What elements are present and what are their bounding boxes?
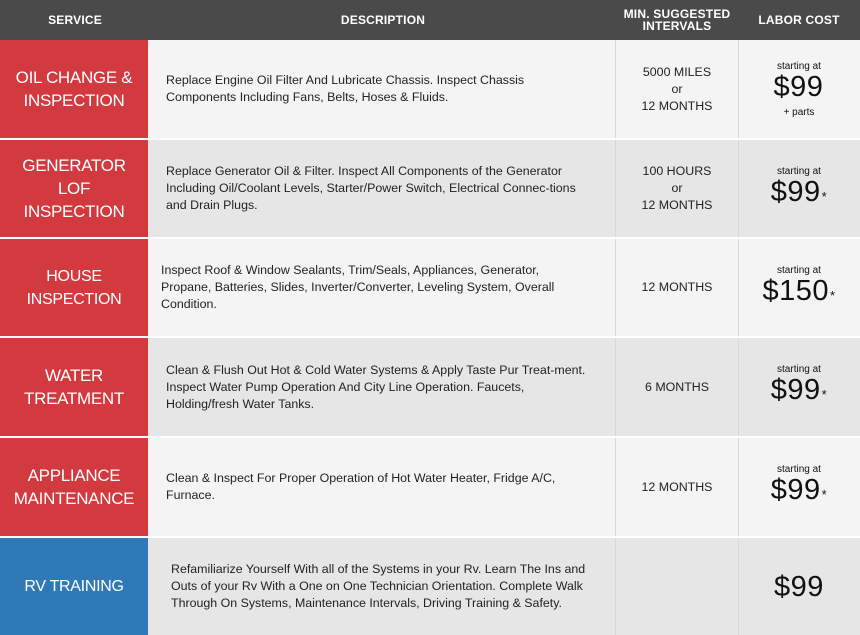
labor-cost (738, 538, 860, 635)
header-labor-cost: LABOR COST (758, 13, 840, 27)
service-name: WATER TREATMENT (0, 338, 148, 436)
starting-at-label: starting at (777, 364, 821, 375)
service-name: APPLIANCE MAINTENANCE (0, 438, 148, 536)
labor-cost (738, 338, 860, 436)
parts-note: + parts (783, 106, 815, 118)
price-value: $99* (770, 474, 828, 506)
service-interval: 100 HOURS or 12 MONTHS (616, 140, 739, 237)
starting-at-label: starting at (777, 464, 821, 475)
header-intervals-line2: INTERVALS (642, 19, 712, 33)
service-name: OIL CHANGE & INSPECTION (0, 40, 148, 138)
header-intervals-line1: MIN. SUGGESTED (623, 7, 731, 21)
service-interval: 12 MONTHS (616, 438, 739, 536)
table-row (0, 239, 860, 338)
price-value: $99 (773, 70, 824, 103)
header-description: DESCRIPTION (340, 13, 426, 27)
table-row (0, 40, 860, 140)
table-row (0, 438, 860, 538)
table-row (0, 538, 860, 635)
service-interval: 5000 MILES or 12 MONTHS (616, 40, 739, 138)
price-value: $99* (770, 175, 828, 208)
starting-at-label: starting at (777, 264, 821, 276)
table-header (0, 0, 860, 40)
service-description: Replace Generator Oil & Filter. Inspect All Components of the Generator Including Oil/Coolant Levels, Starter/Power Switch, Electrical Connec-tions and Drain Plugs. (150, 140, 616, 237)
service-interval (616, 538, 739, 635)
service-interval: 12 MONTHS (616, 239, 739, 336)
service-name: RV TRAINING (0, 538, 148, 635)
table-row (0, 338, 860, 438)
service-interval: 6 MONTHS (616, 338, 739, 436)
labor-cost (738, 239, 860, 336)
starting-at-label: starting at (777, 60, 821, 72)
header-intervals (616, 0, 738, 40)
price-value: $150* (762, 274, 836, 307)
service-description: Replace Engine Oil Filter And Lubricate Chassis. Inspect Chassis Components Including Fans, Belts, Hoses & Fluids. (150, 40, 616, 138)
service-name: HOUSE INSPECTION (0, 239, 148, 336)
service-description: Clean & Inspect For Proper Operation of Hot Water Heater, Fridge A/C, Furnace. (150, 438, 616, 536)
service-description: Inspect Roof & Window Sealants, Trim/Seals, Appliances, Generator, Propane, Batteries, Slides, Inverter/Converter, Leveling System, Overall Condition. (150, 239, 616, 336)
labor-cost (738, 438, 860, 536)
starting-at-label: starting at (777, 165, 821, 177)
header-service: SERVICE (48, 13, 102, 27)
table-row (0, 140, 860, 239)
price-value: $99* (770, 374, 828, 406)
labor-cost (738, 40, 860, 138)
service-name: GENERATOR LOF INSPECTION (0, 140, 148, 237)
service-description: Refamiliarize Yourself With all of the Systems in your Rv. Learn The Ins and Outs of your Rv With a One on One Technician Orientation. Complete Walk Through On Systems, Maintenance Intervals, Driving Training & Safety. (150, 538, 616, 635)
price-value: $99 (774, 570, 824, 603)
service-description: Clean & Flush Out Hot & Cold Water Systems & Apply Taste Pur Treat-ment. Inspect Water Pump Operation And City Line Operation. Faucets, Holding/fresh Water Tanks. (150, 338, 616, 436)
labor-cost (738, 140, 860, 237)
